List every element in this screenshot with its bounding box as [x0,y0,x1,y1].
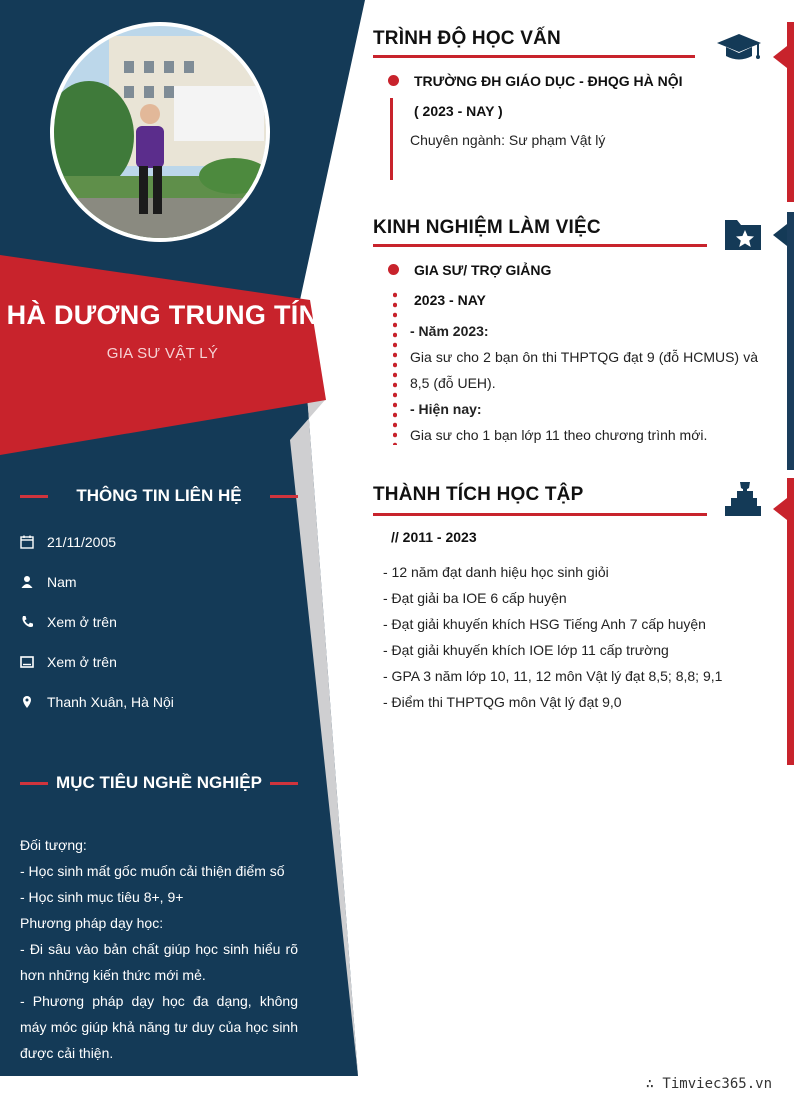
school-name: TRƯỜNG ĐH GIÁO DỤC - ĐHQG HÀ NỘI [414,73,683,89]
contact-birthdate [20,522,320,562]
heading-dash-left [20,495,48,498]
objective-line: Phương pháp dạy học: [20,915,164,931]
contact-email [20,642,320,682]
achievement-item: - Đạt giải ba IOE 6 cấp huyện [383,590,567,606]
experience-text: Gia sư cho 2 bạn ôn thi THPTQG đạt 9 (đỗ HCMUS) và 8,5 (đỗ UEH). [410,349,758,391]
contact-list [20,522,320,722]
education-bullet [388,75,399,86]
education-edge-marker [773,46,787,68]
experience-heading: KINH NGHIỆM LÀM VIỆC [373,217,601,238]
email-icon [20,655,47,669]
contact-heading-text: THÔNG TIN LIÊN HỆ [76,486,242,505]
education-major: Chuyên ngành: Sư phạm Vật lý [410,132,606,148]
objective-body [20,832,298,1066]
objective-line: - Phương pháp dạy học đa dạng, không máy móc giúp khả năng tư duy của học sinh được cải thiện. [20,993,298,1061]
experience-description [410,318,758,448]
achievements-heading: THÀNH TÍCH HỌC TẬP [373,484,584,505]
education-heading: TRÌNH ĐỘ HỌC VẤN [373,28,561,49]
experience-edge-bar [787,212,794,470]
experience-label: - Hiện nay: [410,401,482,417]
achievements-edge-marker [773,498,787,520]
contact-heading [20,486,298,506]
phone-icon [20,615,47,629]
profile-header [0,300,325,362]
footer-brand[interactable]: ∴ Timviec365.vn [645,1076,772,1092]
education-timeline [390,98,393,180]
education-edge-bar [787,22,794,202]
experience-period: 2023 - NAY [414,292,486,308]
achievement-item: - Điểm thi THPTQG môn Vật lý đạt 9,0 [383,694,622,710]
contact-phone-text: Xem ở trên [47,614,117,630]
achievement-item: - GPA 3 năm lớp 10, 11, 12 môn Vật lý đạt 8,5; 8,8; 9,1 [383,668,723,684]
contact-gender [20,562,320,602]
heading-dash-right [270,495,298,498]
profile-photo [54,26,266,238]
job-title: GIA SƯ VẬT LÝ [106,345,219,362]
experience-text: Gia sư cho 1 bạn lớp 11 theo chương trình mới. [410,427,708,443]
person-icon [20,575,47,589]
calendar-icon [20,535,47,549]
experience-position: GIA SƯ/ TRỢ GIẢNG [414,262,552,278]
education-period: ( 2023 - NAY ) [414,103,503,119]
contact-birthdate-text: 21/11/2005 [47,534,117,550]
full-name: HÀ DƯƠNG TRUNG TÍN [6,300,319,330]
experience-rule [373,244,707,247]
podium-trophy-icon [723,480,763,518]
contact-address-text: Thanh Xuân, Hà Nội [47,694,174,710]
contact-email-text: Xem ở trên [47,654,117,670]
education-rule [373,55,695,58]
achievement-item: - Đạt giải khuyến khích IOE lớp 11 cấp trường [383,642,669,658]
heading-dash-left [20,782,48,785]
objective-line: - Học sinh mục tiêu 8+, 9+ [20,889,184,905]
objective-heading [20,773,298,793]
experience-label: - Năm 2023: [410,323,489,339]
objective-line: - Đi sâu vào bản chất giúp học sinh hiểu rõ hơn những kiến thức mới mẻ. [20,941,298,983]
experience-timeline [393,290,397,445]
objective-heading-text: MỤC TIÊU NGHỀ NGHIỆP [56,773,262,792]
achievement-item: - Đạt giải khuyến khích HSG Tiếng Anh 7 cấp huyện [383,616,706,632]
experience-bullet [388,264,399,275]
contact-phone [20,602,320,642]
achievement-item: - 12 năm đạt danh hiệu học sinh giỏi [383,564,609,580]
achievements-edge-bar [787,478,794,765]
graduation-cap-icon [716,32,762,64]
profile-photo-frame [50,22,270,242]
achievements-period: // 2011 - 2023 [391,529,477,545]
objective-line: - Học sinh mất gốc muốn cải thiện điểm số [20,863,285,879]
achievements-list [383,559,763,715]
contact-gender-text: Nam [47,574,77,590]
objective-line: Đối tượng: [20,837,87,853]
location-pin-icon [20,695,47,709]
achievements-rule [373,513,707,516]
folder-star-icon [723,216,763,252]
contact-address [20,682,320,722]
experience-edge-marker [773,224,787,246]
heading-dash-right [270,782,298,785]
